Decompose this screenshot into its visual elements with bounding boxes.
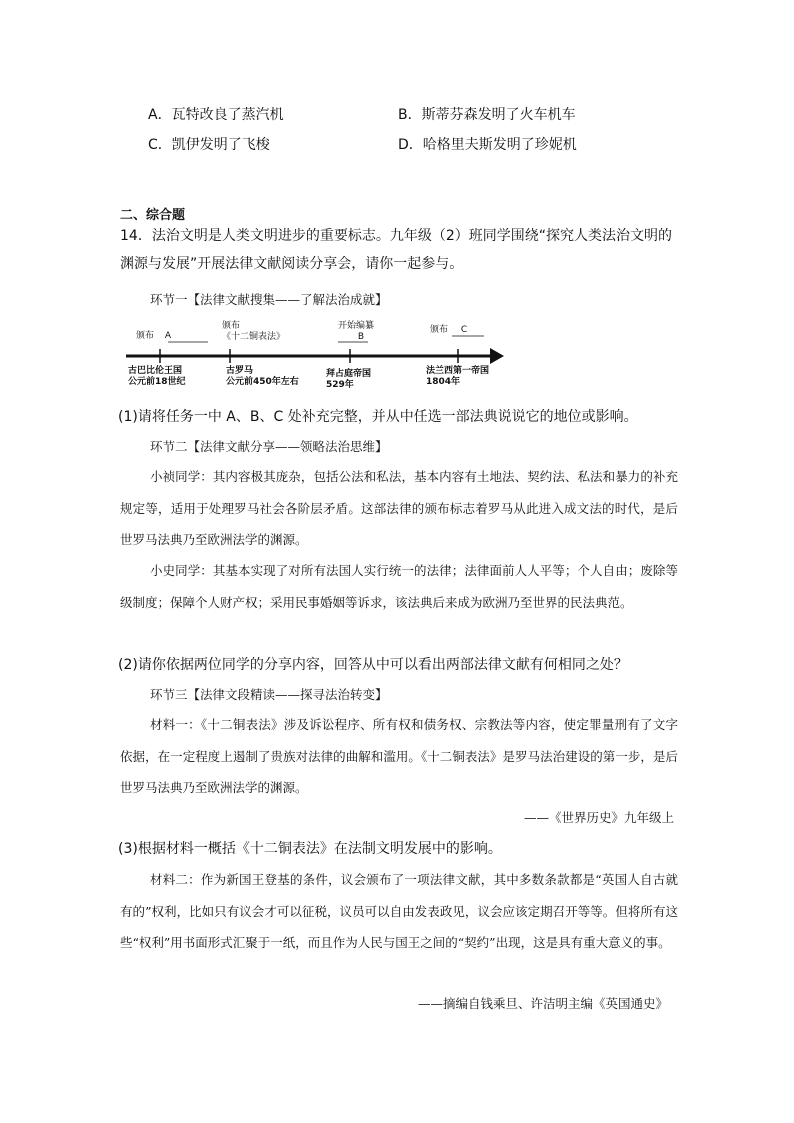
timeline-bottom-4: 法兰西第一帝国 1804年 [426, 366, 490, 387]
timeline [120, 318, 510, 396]
question-14: 14．法治文明是人类文明进步的重要标志。九年级（2）班同学围绕“探究人类法治文明的渊源与发展”开展法律文献阅读分享会，请你一起参与。 [120, 228, 672, 272]
timeline-bottom-2: 古罗马 公元前450年左右 [226, 366, 299, 387]
xiaoshi-share: 小史同学：其基本实现了对所有法国人实行统一的法律；法律面前人人平等；个人自由；废除等级制度；保障个人财产权；采用民事婚姻等诉求，该法典后来成为欧洲乃至世界的民法典范。 [120, 563, 678, 610]
source-2: ——摘编自钱乘旦、许洁明主编《英国通史》 [417, 996, 668, 1011]
option-c: C．凯伊发明了飞梭 [148, 137, 270, 153]
material-2: 材料二：作为新国王登基的条件，议会颁布了一项法律文献，其中多数条款都是“英国人自古就有的”权利，比如只有议会才可以征税，议员可以自由发表政见，议会应该定期召开等等。但将所有这些“权利”用书面形式汇聚于一纸，而且作为人民与国王之间的“契约”出现，这是具有重大意义的事。 [120, 872, 678, 950]
option-b: B．斯蒂芬森发明了火车机车 [398, 107, 576, 123]
source-1: ——《世界历史》九年级上 [523, 810, 674, 825]
link1-title: 环节一【法律文献搜集——了解法治成就】 [150, 292, 388, 307]
timeline-bottom-1: 古巴比伦王国 公元前18世纪 [128, 366, 186, 387]
section-title: 二、综合题 [120, 208, 186, 223]
question-2: (2)请你依据两位同学的分享内容，回答从中可以看出两部法律文献有何相同之处？ [118, 657, 628, 673]
option-a: A．瓦特改良了蒸汽机 [148, 107, 284, 123]
material-1: 材料一：《十二铜表法》涉及诉讼程序、所有权和债务权、宗教法等内容，使定罪量刑有了文字依据，在一定程度上遏制了贵族对法律的曲解和滥用。《十二铜表法》是罗马法治建设的第一步，是后世罗马法典乃至欧洲法学的渊源。 [120, 717, 678, 795]
xiaozhu-share: 小祯同学：其内容极其庞杂，包括公法和私法，基本内容有土地法、契约法、私法和暴力的补充规定等，适用于处理罗马社会各阶层矛盾。这部法律的颁布标志着罗马从此进入成文法的时代，是后世罗马法典乃至欧洲法学的渊源。 [120, 469, 678, 547]
link2-title: 环节二【法律文献分享——领略法治思维】 [150, 439, 388, 454]
timeline-top-1: 颁布 A [136, 331, 172, 341]
timeline-top-2: 颁布 《十二铜表法》 [222, 321, 286, 342]
timeline-top-3: 开始编纂 B [338, 321, 375, 342]
question-3: (3)根据材料一概括《十二铜表法》在法制文明发展中的影响。 [118, 841, 502, 857]
timeline-bottom-3: 拜占庭帝国 529年 [326, 369, 372, 390]
option-d: D．哈格里夫斯发明了珍妮机 [398, 137, 577, 153]
question-1: (1)请将任务一中 A、B、C 处补充完整，并从中任选一部法典说说它的地位或影响。 [118, 409, 638, 425]
timeline-top-4: 颁布 C [430, 325, 468, 335]
link3-title: 环节三【法律文段精读——探寻法治转变】 [150, 687, 388, 702]
